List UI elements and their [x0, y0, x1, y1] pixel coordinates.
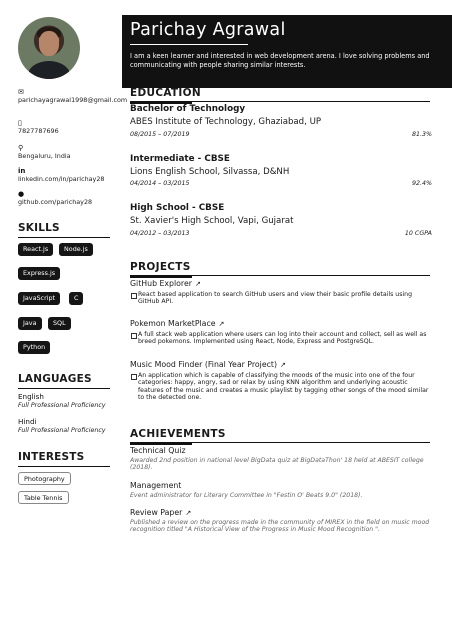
achievement-title-text: Review Paper [130, 508, 183, 517]
skill-chip: Node.js [59, 243, 93, 256]
education-school: Lions English School, Silvassa, D&NH [130, 167, 290, 177]
header-banner [122, 15, 452, 88]
project-title-text: GitHub Explorer [130, 279, 192, 288]
project-title-text: Pokemon MarketPlace [130, 319, 216, 328]
external-link-icon[interactable]: ↗ [280, 361, 286, 369]
education-degree: Intermediate - CBSE [130, 154, 230, 164]
skill-chip: React.js [18, 243, 53, 256]
contact-linkedin[interactable] [18, 167, 118, 183]
external-link-icon[interactable]: ↗ [194, 280, 201, 288]
achievement-title[interactable] [130, 508, 191, 517]
education-heading [130, 87, 430, 102]
candidate-name: Parichay Agrawal [130, 20, 286, 40]
contact-location-text: Bengaluru, India [18, 152, 71, 160]
skill-chip: Express.js [18, 267, 60, 280]
achievement-title: Management [130, 481, 182, 490]
achievement-title: Technical Quiz [130, 446, 186, 455]
skill-chip: SQL [48, 317, 71, 330]
skills-heading: SKILLS [18, 222, 110, 238]
skill-chip: JavaScript [18, 292, 60, 305]
interest-chip: Photography [18, 472, 71, 485]
language-level: Full Professional Proficiency [18, 427, 106, 434]
education-score: 10 CGPA [404, 230, 432, 237]
map-pin-icon: ⚲ [18, 144, 24, 152]
name-divider [130, 44, 248, 45]
summary-text: I am a keen learner and interested in web development arena. I love solving problems and communicating with people sharing similar interests. [130, 52, 430, 69]
education-degree: Bachelor of Technology [130, 104, 246, 114]
contact-linkedin-text: linkedin.com/in/parichay28 [18, 175, 105, 183]
achievements-heading-text: ACHIEVEMENTS [130, 428, 226, 440]
heading-underline-accent [130, 442, 192, 445]
envelope-icon: ✉ [18, 88, 24, 96]
achievement-description: Event administrator for Literary Committee in "Festin O' Beats 9.0" (2018). [130, 492, 363, 499]
avatar-shirt [28, 61, 70, 79]
github-icon: ● [18, 190, 25, 198]
project-title[interactable] [130, 319, 224, 328]
contact-github[interactable] [18, 190, 118, 206]
interest-chip: Table Tennis [18, 491, 69, 504]
education-dates: 04/2014 – 03/2015 [130, 180, 190, 187]
education-school: St. Xavier's High School, Vapi, Gujarat [130, 216, 294, 226]
contact-phone-text: 7827787696 [18, 127, 59, 135]
achievements-heading [130, 428, 430, 443]
education-dates: 04/2012 – 03/2013 [130, 230, 190, 237]
projects-heading [130, 261, 430, 276]
project-description: A full stack web application where users can log into their account and collect, sell as well as breed pokemons. Implemented using React, Node, Express and PostgreSQL. [130, 331, 430, 346]
skill-chip: C [69, 292, 83, 305]
languages-heading: LANGUAGES [18, 373, 110, 389]
language-name: Hindi [18, 417, 37, 426]
project-description: An application which is capable of classifying the moods of the music into one of the four categories: happy, angry, sad or relax by using KNN algorithm and underlying acoustic features of the music and creates a music playlist by tagging other songs of the mood similar to the detected one. [130, 372, 430, 402]
external-link-icon[interactable]: ↗ [185, 509, 192, 517]
education-school: ABES Institute of Technology, Ghaziabad, UP [130, 117, 322, 127]
external-link-icon[interactable]: ↗ [218, 320, 225, 328]
education-heading-text: EDUCATION [130, 87, 201, 99]
projects-heading-text: PROJECTS [130, 261, 191, 273]
contact-location [18, 144, 118, 160]
mobile-phone-icon: ▯ [18, 119, 22, 127]
avatar-face [39, 31, 59, 56]
sidebar [0, 0, 128, 640]
education-dates: 08/2015 – 07/2019 [130, 131, 190, 138]
project-title[interactable] [130, 279, 201, 288]
contact-phone [18, 119, 118, 135]
achievement-description: Published a review on the progress made in the community of MIREX in the field on music mood recognition titled "A Historical View of the Progress in Music Mood Recognition ". [130, 519, 430, 534]
project-title[interactable] [130, 360, 286, 369]
contact-email[interactable] [18, 88, 128, 104]
linkedin-icon: in [18, 167, 26, 175]
language-level: Full Professional Proficiency [18, 402, 106, 409]
project-description: React based application to search GitHub users and view their basic profile details using GitHub API. [130, 291, 430, 306]
education-score: 92.4% [411, 180, 432, 187]
contact-email-text: parichayagrawal1998@gmail.com [18, 96, 128, 104]
language-name: English [18, 392, 44, 401]
avatar [18, 17, 80, 79]
education-degree: High School - CBSE [130, 203, 225, 213]
interests-heading: INTERESTS [18, 451, 110, 467]
heading-underline-accent [130, 275, 192, 278]
project-title-text: Music Mood Finder (Final Year Project) [130, 360, 278, 369]
education-score: 81.3% [411, 131, 432, 138]
skill-chip: Python [18, 341, 50, 354]
skill-chip: Java [18, 317, 42, 330]
contact-github-text: github.com/parichay28 [18, 198, 93, 206]
achievement-description: Awarded 2nd position in national level BigData quiz at BigDataThon' 18 held at ABESIT college (2018). [130, 457, 424, 472]
